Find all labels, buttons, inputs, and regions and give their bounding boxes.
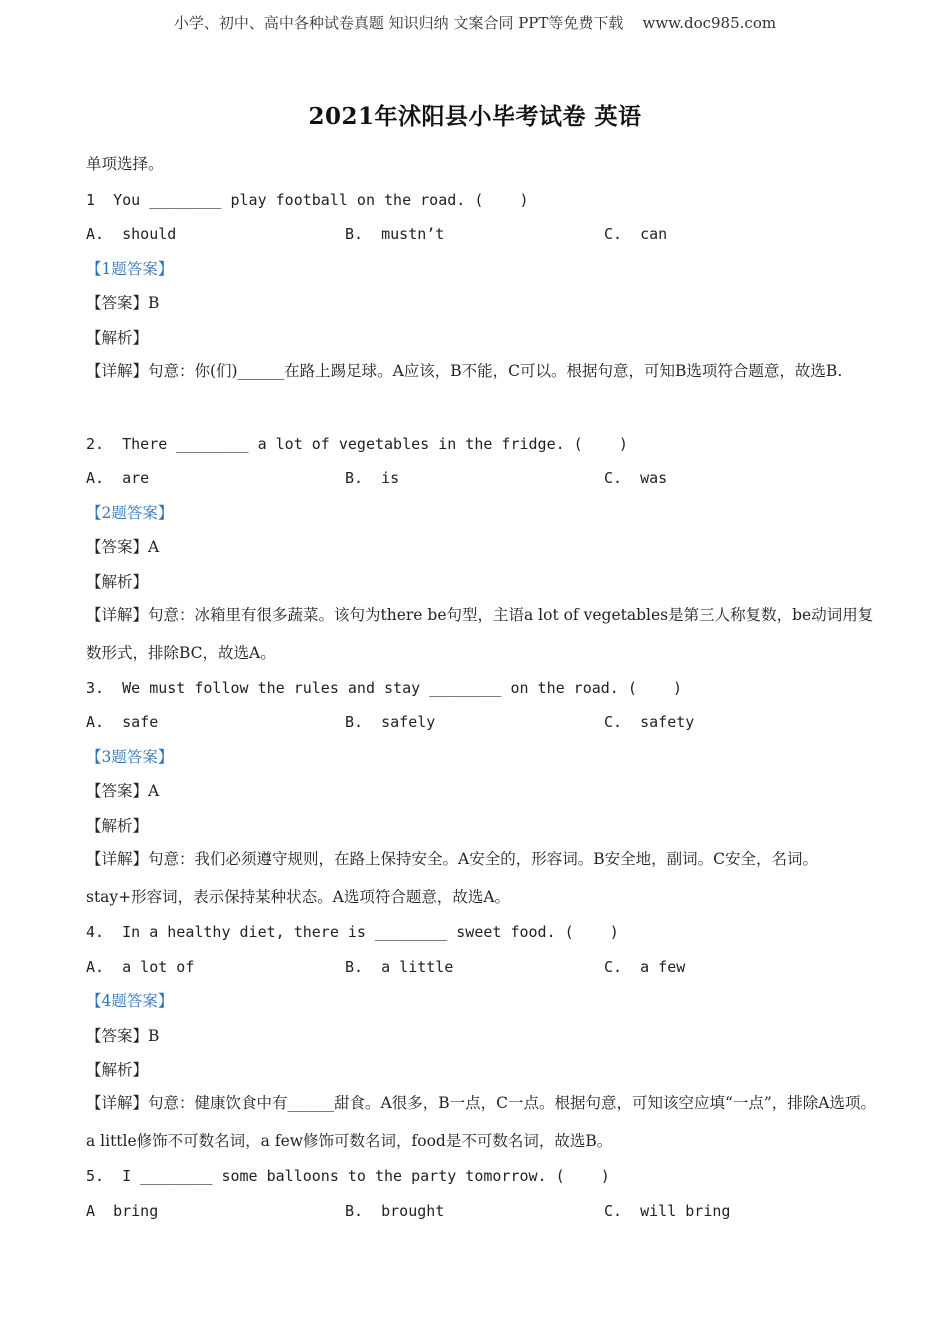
question-4-analysis: 【解析】 bbox=[86, 1061, 149, 1079]
page-title: 2021年沭阳县小毕考试卷 英语 bbox=[308, 103, 642, 130]
question-1-detail: 【详解】句意：你(们)______在路上踢足球。A应该，B不能，C可以。根据句意，可知B选项符合题意，故选B. bbox=[86, 362, 843, 380]
question-3-option-c: C. safety bbox=[604, 713, 695, 731]
question-5-option-b: B. brought bbox=[345, 1202, 445, 1220]
question-5-option-a: A bring bbox=[86, 1202, 159, 1220]
question-2-answer: 【答案】A bbox=[86, 538, 160, 556]
question-2-option-c: C. was bbox=[604, 469, 668, 487]
question-3-analysis: 【解析】 bbox=[86, 817, 149, 835]
section-heading: 单项选择。 bbox=[86, 155, 164, 173]
question-1-answer: 【答案】B bbox=[86, 294, 160, 312]
question-2-detail: 【详解】句意：冰箱里有很多蔬菜。该句为there be句型，主语a lot of vegetables是第三人称复数，be动词用复数形式，排除BC，故选A。 bbox=[86, 606, 874, 662]
question-4-detail: 【详解】句意：健康饮食中有______甜食。A很多，B一点，C一点。根据句意，可知该空应填“一点”，排除A选项。a little修饰不可数名词，a few修饰可数名词，food是不可数名词，故选B。 bbox=[86, 1094, 876, 1150]
question-2-answer-heading: 【2题答案】 bbox=[86, 504, 174, 522]
question-5-stem: 5. I ________ some balloons to the party tomorrow. ( ) bbox=[86, 1167, 610, 1185]
question-1-option-c: C. can bbox=[604, 225, 668, 243]
question-5-option-c: C. will bring bbox=[604, 1202, 731, 1220]
question-2-stem: 2. There ________ a lot of vegetables in the fridge. ( ) bbox=[86, 435, 628, 453]
question-1-option-b: B. mustn’t bbox=[345, 225, 445, 243]
question-1-stem: 1 You ________ play football on the road. ( ) bbox=[86, 191, 529, 209]
question-4-answer-heading: 【4题答案】 bbox=[86, 992, 174, 1010]
question-1-option-a: A. should bbox=[86, 225, 177, 243]
question-3-answer-heading: 【3题答案】 bbox=[86, 748, 174, 766]
question-4-stem: 4. In a healthy diet, there is ________ sweet food. ( ) bbox=[86, 923, 619, 941]
question-4-option-a: A. a lot of bbox=[86, 958, 195, 976]
question-4-answer: 【答案】B bbox=[86, 1027, 160, 1045]
question-2-option-b: B. is bbox=[345, 469, 400, 487]
question-3-detail: 【详解】句意：我们必须遵守规则，在路上保持安全。A安全的，形容词。B安全地，副词。C安全，名词。stay+形容词，表示保持某种状态。A选项符合题意，故选A。 bbox=[86, 850, 818, 906]
question-4-option-b: B. a little bbox=[345, 958, 454, 976]
page-header: 小学、初中、高中各种试卷真题 知识归纳 文案合同 PPT等免费下载 www.doc985.com bbox=[173, 14, 777, 32]
question-3-answer: 【答案】A bbox=[86, 782, 160, 800]
question-1-answer-heading: 【1题答案】 bbox=[86, 260, 174, 278]
question-3-option-a: A. safe bbox=[86, 713, 159, 731]
question-2-analysis: 【解析】 bbox=[86, 573, 149, 591]
question-3-option-b: B. safely bbox=[345, 713, 436, 731]
question-1-analysis: 【解析】 bbox=[86, 329, 149, 347]
question-2-option-a: A. are bbox=[86, 469, 150, 487]
question-3-stem: 3. We must follow the rules and stay ________ on the road. ( ) bbox=[86, 679, 683, 697]
question-4-option-c: C. a few bbox=[604, 958, 686, 976]
